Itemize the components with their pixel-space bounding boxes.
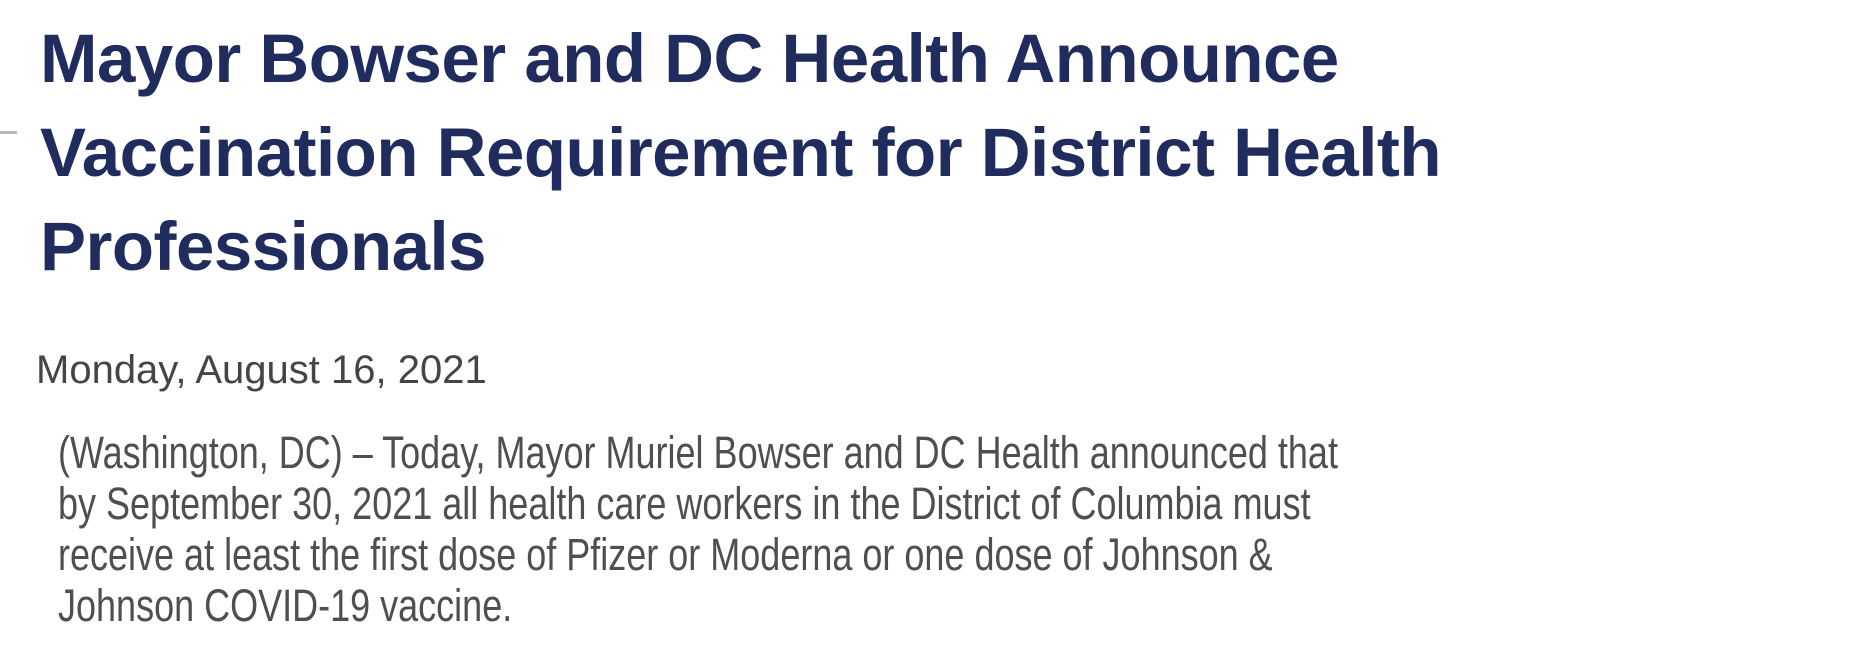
left-edge-divider-fragment	[0, 131, 17, 134]
article-paragraph-line-2: by September 30, 2021 all health care workers in the District of Columbia must	[58, 478, 1311, 529]
article-paragraph-line-1: (Washington, DC) – Today, Mayor Muriel Bowser and DC Health announced that	[58, 427, 1338, 478]
page-title-line-2: Vaccination Requirement for District Health	[40, 114, 1441, 191]
article-paragraph-line-4: Johnson COVID-19 vaccine.	[58, 580, 513, 631]
article-paragraph	[58, 427, 1868, 631]
press-release-page	[0, 12, 1868, 666]
publish-date: Monday, August 16, 2021	[36, 348, 487, 392]
page-title-line-3: Professionals	[40, 208, 487, 285]
page-title	[40, 12, 1868, 294]
article-paragraph-line-3: receive at least the first dose of Pfizer or Moderna or one dose of Johnson &	[58, 529, 1273, 580]
page-title-line-1: Mayor Bowser and DC Health Announce	[40, 20, 1339, 97]
